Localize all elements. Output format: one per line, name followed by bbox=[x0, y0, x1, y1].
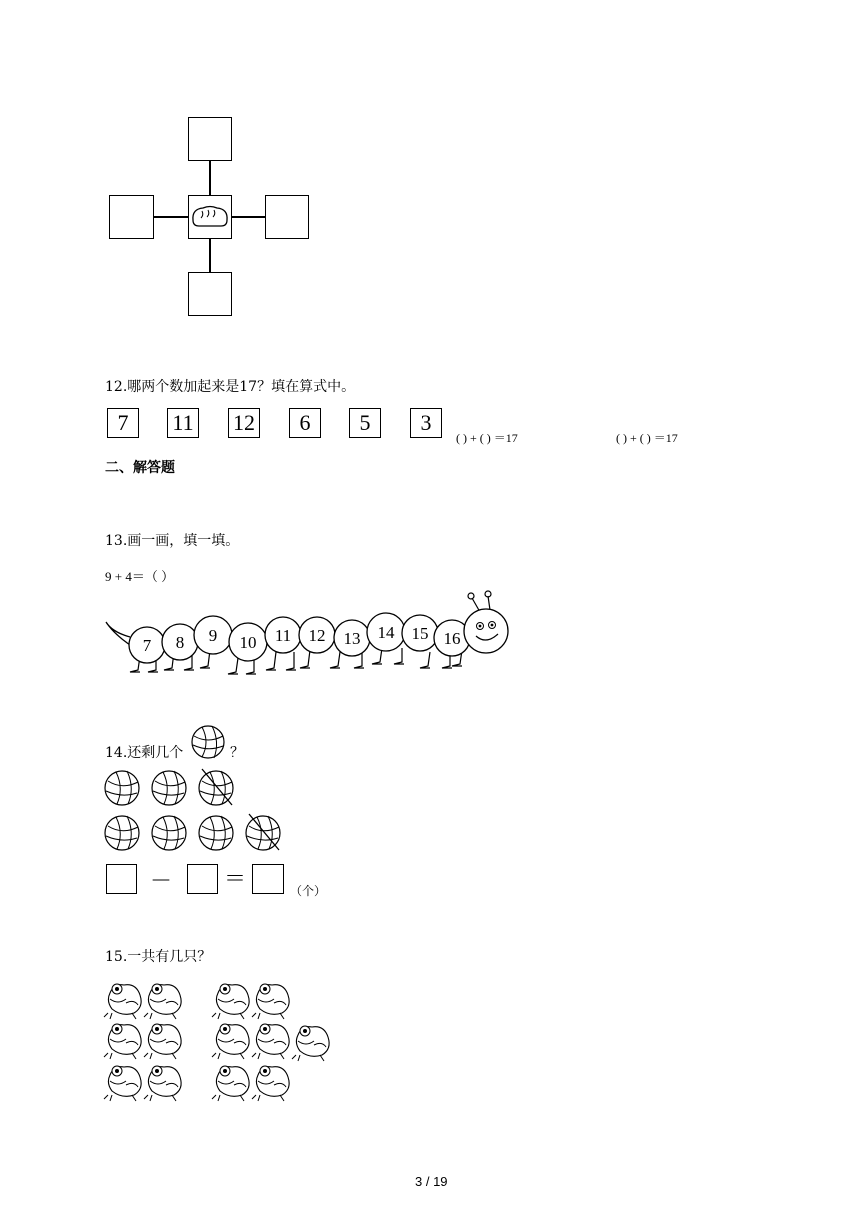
segment-number: 10 bbox=[239, 633, 257, 652]
frog-icon bbox=[104, 1024, 141, 1059]
connector-right bbox=[231, 216, 266, 218]
equation-2[interactable]: ( ) + ( ) ＝17 bbox=[616, 431, 678, 445]
caterpillar-segment bbox=[367, 613, 405, 651]
number-box: 11 bbox=[167, 408, 199, 438]
basketball bbox=[152, 816, 186, 850]
caterpillar-segment bbox=[334, 620, 370, 656]
segment-number: 14 bbox=[377, 623, 395, 642]
connector-bottom bbox=[209, 238, 211, 272]
segment-number: 12 bbox=[308, 626, 326, 645]
caterpillar-segment bbox=[162, 624, 198, 660]
answer-box-left[interactable] bbox=[109, 195, 154, 239]
basketball-crossed bbox=[199, 769, 233, 805]
number-box: 3 bbox=[410, 408, 442, 438]
q13-prompt: 13.画一画，填一填。 bbox=[105, 533, 240, 549]
equation-1[interactable]: ( ) + ( ) ＝17 bbox=[456, 431, 518, 445]
caterpillar-segment bbox=[402, 615, 438, 651]
q14-prompt-text: 14.还剩几个 bbox=[105, 745, 184, 761]
frogs-illustration bbox=[102, 975, 342, 1105]
segment-number: 16 bbox=[443, 629, 461, 648]
answer-box-subtrahend[interactable] bbox=[187, 864, 218, 894]
frog-icon bbox=[212, 1024, 249, 1059]
answer-box-minuend[interactable] bbox=[106, 864, 137, 894]
q13-equation[interactable]: 9 + 4＝（ ） bbox=[105, 569, 175, 584]
frog-icon bbox=[144, 984, 181, 1019]
center-box bbox=[188, 195, 232, 239]
segment-number: 15 bbox=[411, 624, 429, 643]
basketball bbox=[105, 771, 139, 805]
number-box: 6 bbox=[289, 408, 321, 438]
segment-number: 8 bbox=[175, 633, 185, 652]
frog-icon bbox=[292, 1026, 329, 1061]
unit-label: （个） bbox=[290, 884, 327, 898]
segment-number: 11 bbox=[274, 626, 292, 645]
frog-icon bbox=[104, 984, 141, 1019]
segment-number: 7 bbox=[142, 636, 152, 655]
caterpillar-segment bbox=[229, 623, 267, 661]
basketball bbox=[199, 816, 233, 850]
equals-sign: ＝ bbox=[224, 867, 247, 892]
caterpillar-segment bbox=[265, 617, 301, 653]
frog-icon bbox=[144, 1024, 181, 1059]
frog-icon bbox=[252, 1066, 289, 1101]
caterpillar-head bbox=[464, 609, 508, 653]
q12-prompt: 12.哪两个数加起来是17？填在算式中。 bbox=[105, 379, 356, 395]
connector-left bbox=[153, 216, 188, 218]
basketball-crossed bbox=[246, 814, 280, 850]
caterpillar-segment bbox=[129, 627, 165, 663]
frog-icon bbox=[212, 1066, 249, 1101]
answer-box-bottom[interactable] bbox=[188, 272, 232, 316]
q15-prompt: 15.一共有几只？ bbox=[105, 949, 212, 965]
q14-question-mark: ？ bbox=[230, 745, 244, 761]
caterpillar-segment bbox=[299, 617, 335, 653]
page-number: 3 / 19 bbox=[415, 1174, 448, 1189]
frog-icon bbox=[104, 1066, 141, 1101]
q14-prompt bbox=[105, 742, 183, 762]
answer-box-top[interactable] bbox=[188, 117, 232, 161]
frog-icon bbox=[252, 1024, 289, 1059]
number-box: 5 bbox=[349, 408, 381, 438]
basketballs bbox=[100, 765, 300, 860]
number-box: 12 bbox=[228, 408, 260, 438]
basketball bbox=[105, 816, 139, 850]
minus-sign: － bbox=[150, 869, 173, 894]
segment-number: 9 bbox=[208, 626, 218, 645]
caterpillar-segment bbox=[194, 616, 232, 654]
frog-icon bbox=[252, 984, 289, 1019]
basketball bbox=[152, 771, 186, 805]
caterpillar bbox=[100, 590, 520, 690]
frog-icon bbox=[212, 984, 249, 1019]
answer-box-result[interactable] bbox=[252, 864, 284, 894]
segment-number: 13 bbox=[343, 629, 361, 648]
basketball-icon bbox=[190, 724, 226, 760]
section-heading: 二、解答题 bbox=[105, 460, 175, 476]
connector-top bbox=[209, 160, 211, 196]
bread-icon bbox=[189, 196, 231, 238]
answer-box-right[interactable] bbox=[265, 195, 309, 239]
number-box: 7 bbox=[107, 408, 139, 438]
frog-icon bbox=[144, 1066, 181, 1101]
